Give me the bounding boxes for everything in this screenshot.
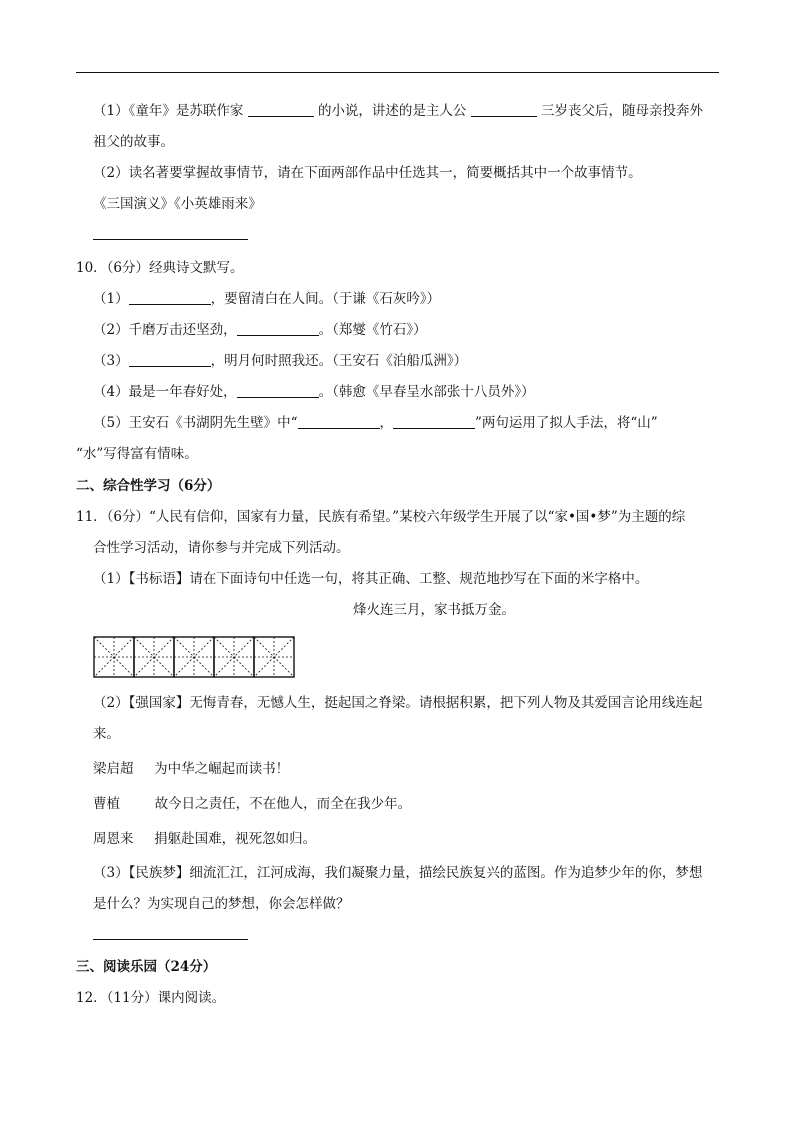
section-2-heading: 二、综合性学习（6分）	[76, 478, 221, 494]
q9-author-blank[interactable]	[248, 102, 314, 117]
q10-l3-b: ，明月何时照我还。（王安石《泊船瓜洲》）	[210, 353, 468, 369]
match-person-2[interactable]: 曹植	[93, 796, 120, 812]
q10-blank-4[interactable]	[237, 383, 319, 398]
q11-poem: 烽火连三月，家书抵万金。	[353, 602, 515, 618]
q10-l2-b: 。（郑燮《竹石》）	[318, 322, 427, 338]
q12-title: 12．（11分）课内阅读。	[76, 990, 226, 1006]
q10-blank-3[interactable]	[129, 352, 211, 367]
q10-line1	[93, 289, 440, 309]
q9-sub1-text-a: （1）《童年》是苏联作家	[93, 103, 244, 119]
section-3-heading: 三、阅读乐园（24分）	[76, 959, 217, 975]
q9-sub2: （2）读名著要掌握故事情节，请在下面两部作品中任选其一，简要概括其中一个故事情节。	[93, 165, 642, 181]
mizige-cell[interactable]	[94, 637, 134, 677]
match-row-3	[93, 829, 316, 849]
q10-title: 10．（6分）经典诗文默写。	[76, 260, 244, 276]
q10-line5-cont: “水”写得富有情味。	[76, 446, 198, 462]
q10-l4-a: （4）最是一年春好处，	[93, 384, 237, 400]
match-row-2	[93, 794, 411, 814]
q11-sub3-line1: （3）【民族梦】细流汇江，江河成海，我们凝聚力量，描绘民族复兴的蓝图。作为追梦少年的你，梦想	[93, 865, 703, 881]
q9-protagonist-blank[interactable]	[471, 102, 537, 117]
match-person-1[interactable]: 梁启超	[93, 761, 134, 777]
match-quote-2[interactable]: 故今日之责任，不在他人，而全在我少年。	[154, 796, 412, 812]
q11-sub2-line2: 来。	[93, 726, 120, 742]
q11-answer-line[interactable]	[93, 939, 248, 940]
mizige-cell[interactable]	[254, 637, 294, 677]
q10-blank-5[interactable]	[298, 414, 380, 429]
q11-sub1: （1）【书标语】请在下面诗句中任选一句，将其正确、工整、规范地抄写在下面的米字格中。	[93, 571, 649, 587]
mizige-cell[interactable]	[174, 637, 214, 677]
mizige-cell[interactable]	[134, 637, 174, 677]
q10-line3	[93, 351, 467, 371]
mizige-grid[interactable]	[93, 636, 299, 678]
q11-intro-2: 合性学习活动，请你参与并完成下列活动。	[93, 540, 350, 556]
q10-blank-6[interactable]	[393, 414, 475, 429]
q11-sub2-line1: （2）【强国家】无悔青春，无憾人生，挺起国之脊梁。请根据积累，把下列人物及其爱国言论用线连起	[93, 695, 703, 711]
q10-l2-a: （2）千磨万击还坚劲，	[93, 322, 237, 338]
q11-intro-1: 11．（6分）“人民有信仰，国家有力量，民族有希望。”某校六年级学生开展了以“家•国•梦”为主题的综	[76, 509, 686, 525]
q9-sub1-text-c: 三岁丧父后，随母亲投奔外	[541, 103, 704, 119]
match-row-1	[93, 759, 289, 779]
match-person-3[interactable]: 周恩来	[93, 831, 134, 847]
q10-l5-b: ，	[379, 415, 393, 431]
q10-l3-a: （3）	[93, 353, 129, 369]
q10-l5-c: ”两句运用了拟人手法，将“山”	[475, 415, 658, 431]
match-quote-3[interactable]: 捐躯赴国难，视死忽如归。	[154, 831, 317, 847]
q10-blank-2[interactable]	[237, 321, 319, 336]
q9-sub1-line2: 祖父的故事。	[93, 134, 174, 150]
q10-blank-1[interactable]	[129, 290, 211, 305]
q10-l5-a: （5）王安石《书湖阴先生壁》中“	[93, 415, 298, 431]
q10-l1-a: （1）	[93, 291, 129, 307]
mizige-cell[interactable]	[214, 637, 254, 677]
q10-l1-b: ，要留清白在人间。（于谦《石灰吟》）	[210, 291, 441, 307]
q10-l4-b: 。（韩愈《早春呈水部张十八员外》）	[318, 384, 535, 400]
q9-sub1-line1	[93, 101, 703, 121]
q9-books: 《三国演义》《小英雄雨来》	[93, 196, 262, 212]
q11-sub3-line2: 是什么？为实现自己的梦想，你会怎样做？	[93, 896, 350, 912]
match-quote-1[interactable]: 为中华之崛起而读书！	[154, 761, 290, 777]
q10-line2	[93, 320, 427, 340]
q10-line4	[93, 382, 535, 402]
q9-answer-line[interactable]	[93, 239, 248, 240]
q9-sub1-text-b: 的小说，讲述的是主人公	[317, 103, 467, 119]
page-top-rule	[76, 72, 719, 73]
q10-line5	[93, 413, 658, 433]
